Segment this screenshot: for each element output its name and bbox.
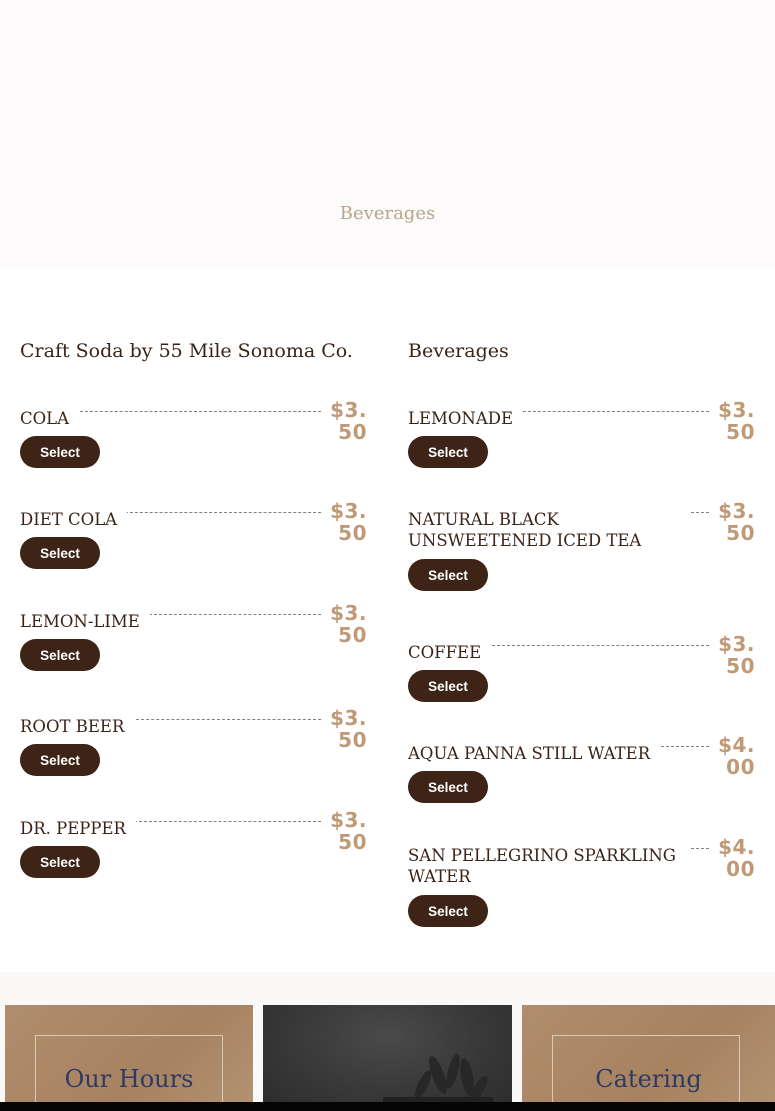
item-name: DIET COLA — [20, 509, 127, 530]
select-button[interactable]: Select — [20, 846, 100, 878]
item-name: ROOT BEER — [20, 716, 134, 737]
select-button[interactable]: Select — [408, 895, 488, 927]
bottom-bar — [0, 1102, 775, 1111]
select-button[interactable]: Select — [408, 670, 488, 702]
menu-item-lemon-lime — [20, 601, 367, 663]
select-button[interactable]: Select — [20, 744, 100, 776]
card-title: Our Hours — [64, 1065, 194, 1093]
item-price: $3. 50 — [330, 601, 367, 647]
select-button[interactable]: Select — [20, 436, 100, 468]
item-name: LEMONADE — [408, 408, 523, 429]
item-name: NATURAL BLACK UNSWEETENED ICED TEA — [408, 509, 651, 551]
card-title: Catering — [595, 1065, 702, 1093]
item-name: DR. PEPPER — [20, 818, 136, 839]
select-button[interactable]: Select — [408, 436, 488, 468]
item-name: COFFEE — [408, 642, 491, 663]
hero-banner — [0, 0, 775, 268]
menu-item-coffee — [408, 632, 755, 694]
select-button[interactable]: Select — [20, 537, 100, 569]
dot-leader — [149, 614, 321, 615]
menu-item-lemonade — [408, 398, 755, 460]
menu-item-iced-tea — [408, 499, 755, 583]
menu-item-aqua-panna — [408, 733, 755, 795]
item-price: $3. 50 — [330, 398, 367, 444]
item-price: $3. 50 — [330, 499, 367, 545]
menu-item-dr-pepper — [20, 808, 367, 870]
dot-leader — [691, 512, 709, 513]
dot-leader — [125, 512, 321, 513]
dot-leader — [487, 645, 709, 646]
section-title: Craft Soda by 55 Mile Sonoma Co. — [20, 340, 353, 362]
item-name: AQUA PANNA STILL WATER — [408, 743, 660, 764]
menu-item-diet-cola — [20, 499, 367, 561]
dot-leader — [134, 821, 321, 822]
plant-image-icon — [263, 1005, 512, 1111]
hero-title: Beverages — [339, 203, 436, 224]
card-our-hours[interactable] — [5, 1005, 253, 1111]
dot-leader — [80, 411, 321, 412]
select-button[interactable]: Select — [408, 771, 488, 803]
item-price: $3. 50 — [718, 632, 755, 678]
item-price: $3. 50 — [718, 499, 755, 545]
select-button[interactable]: Select — [20, 639, 100, 671]
menu-section-beverages — [408, 336, 755, 919]
section-title: Beverages — [408, 340, 509, 362]
item-name: LEMON-LIME — [20, 611, 150, 632]
menu-item-cola — [20, 398, 367, 460]
menu-item-san-pellegrino — [408, 835, 755, 919]
item-price: $3. 50 — [718, 398, 755, 444]
item-name: COLA — [20, 408, 79, 429]
dot-leader — [691, 848, 709, 849]
item-price: $3. 50 — [330, 706, 367, 752]
item-price: $3. 50 — [330, 808, 367, 854]
card-photo[interactable] — [263, 1005, 512, 1111]
dot-leader — [131, 719, 321, 720]
item-price: $4. 00 — [718, 733, 755, 779]
item-price: $4. 00 — [718, 835, 755, 881]
select-button[interactable]: Select — [408, 559, 488, 591]
dot-leader — [518, 411, 709, 412]
menu-item-root-beer — [20, 706, 367, 768]
item-name: SAN PELLEGRINO SPARKLING WATER — [408, 845, 686, 887]
menu-section-craft-soda — [20, 336, 367, 870]
card-catering[interactable] — [522, 1005, 775, 1111]
